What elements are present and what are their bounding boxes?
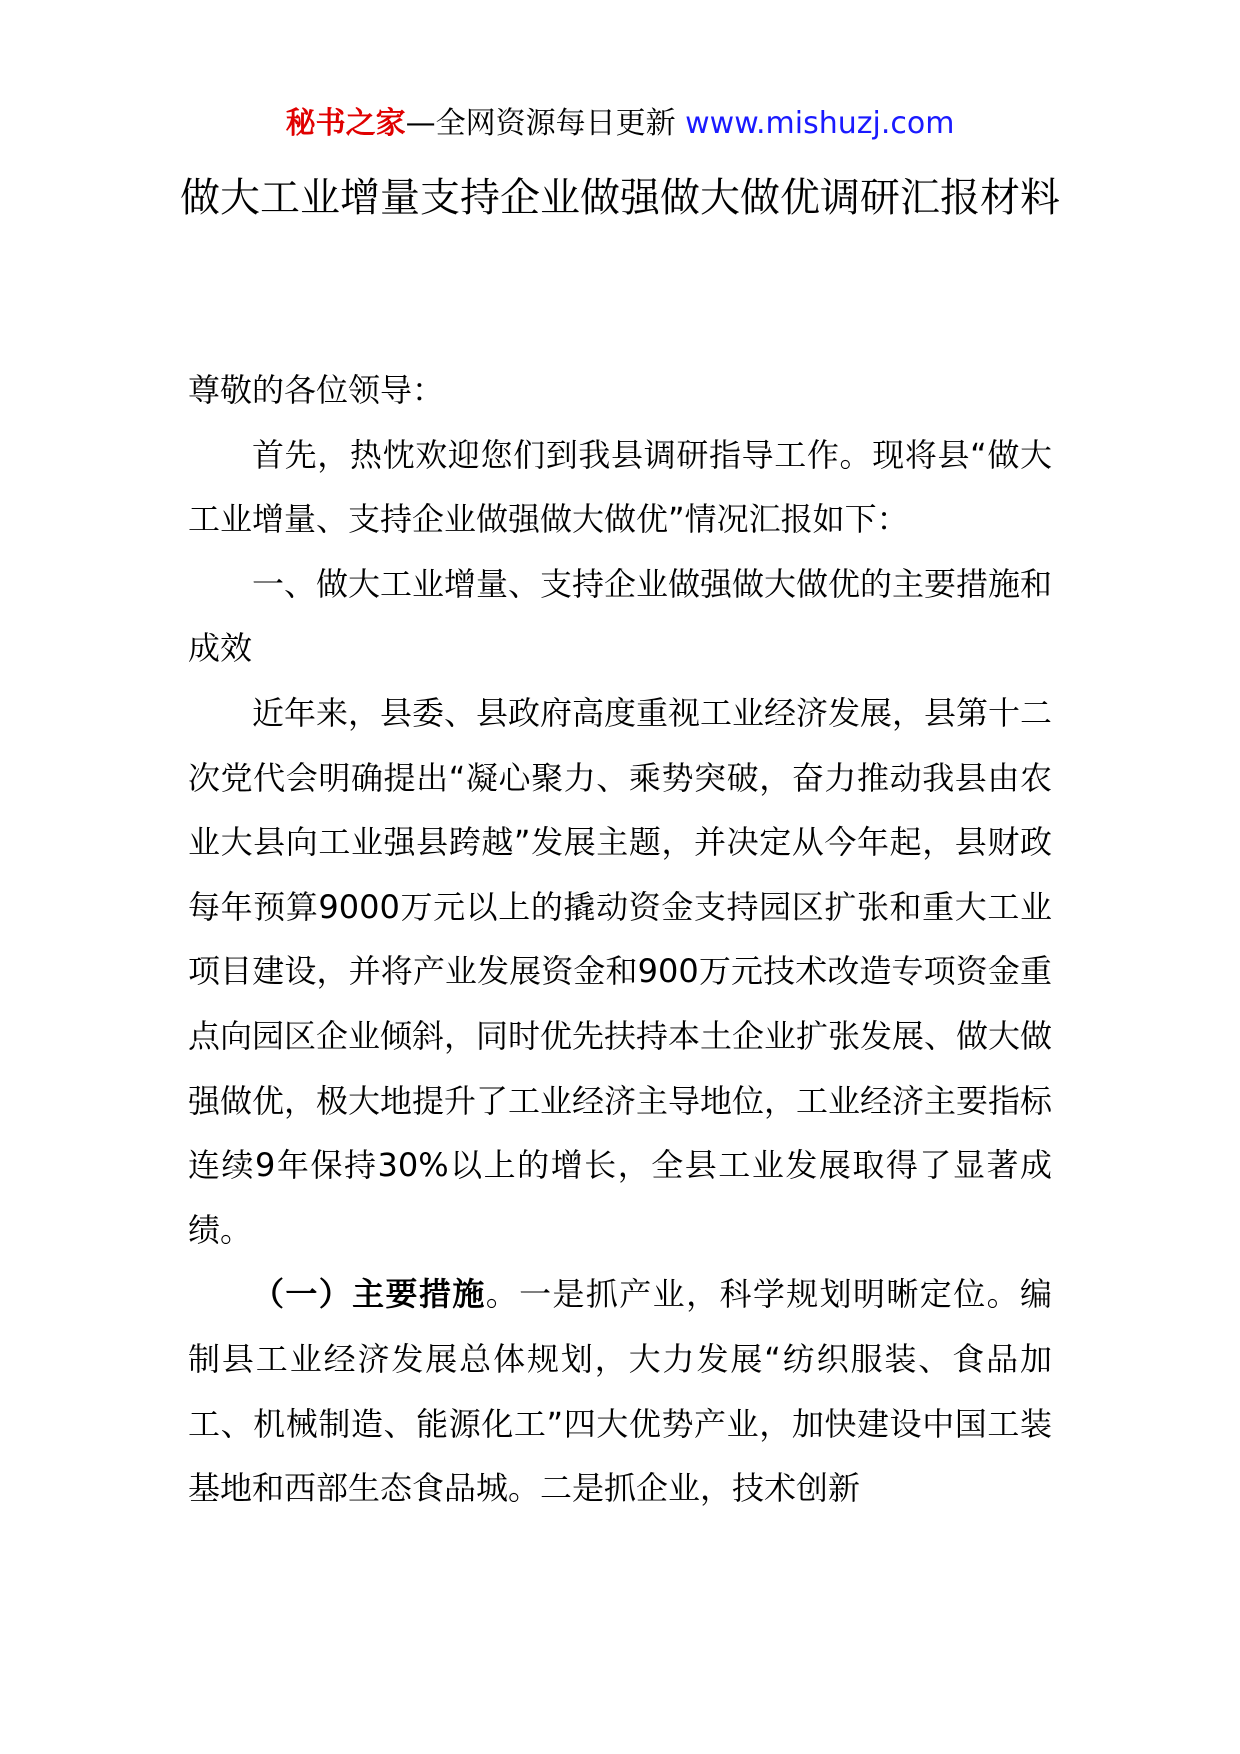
subsection-text: 。一是抓产业，科学规划明晰定位。编制县工业经济发展总体规划，大力发展“纺织服装、食品加工、机械制造、能源化工”四大优势产业，加快建设中国工装基地和西部生态食品城。二是抓企业，技术创新 bbox=[188, 1275, 1052, 1508]
site-brand: 秘书之家 bbox=[285, 106, 406, 141]
intro-paragraph: 首先，热忱欢迎您们到我县调研指导工作。现将县“做大工业增量、支持企业做强做大做优”情况汇报如下： bbox=[188, 435, 1052, 539]
salutation: 尊敬的各位领导： bbox=[188, 371, 445, 409]
body-paragraph: 近年来，县委、县政府高度重视工业经济发展，县第十二次党代会明确提出“凝心聚力、乘势突破，奋力推动我县由农业大县向工业强县跨越”发展主题，并决定从今年起，县财政每年预算9000万元以上的撬动资金支持园区扩张和重大工业项目建设，并将产业发展资金和900万元技术改造专项资金重点向园区企业倾斜，同时优先扶持本土企业扩张发展、做大做强做优，极大地提升了工业经济主导地位，工业经济主要指标连续9年保持30%以上的增长，全县工业发展取得了显著成绩。 bbox=[188, 693, 1053, 1249]
subsection-paragraph bbox=[188, 1262, 1052, 1520]
subsection-label: （一）主要措施 bbox=[252, 1275, 486, 1314]
section-heading: 一、做大工业增量、支持企业做强做大做优的主要措施和成效 bbox=[188, 564, 1053, 668]
document-body bbox=[188, 358, 1052, 1521]
document-title: 做大工业增量支持企业做强做大做优调研汇报材料 bbox=[180, 175, 1060, 221]
site-slogan: —全网资源每日更新 bbox=[405, 106, 676, 141]
site-banner bbox=[0, 104, 1240, 144]
site-url-link[interactable]: www.mishuzj.com bbox=[685, 106, 955, 141]
